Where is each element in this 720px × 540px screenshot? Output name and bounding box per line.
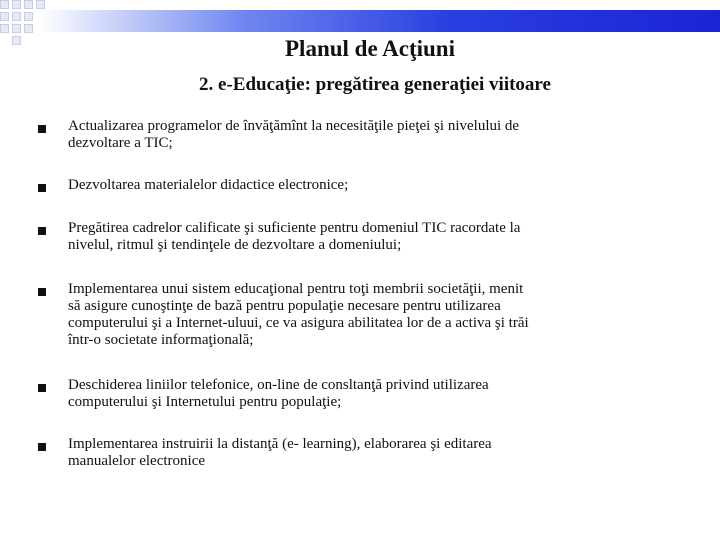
square-bullet-icon <box>38 443 46 451</box>
square-bullet-icon <box>38 184 46 192</box>
bullet-text: Dezvoltarea materialelor didactice electronice; <box>68 177 349 193</box>
list-item <box>38 377 678 411</box>
list-item <box>38 177 678 194</box>
square-bullet-icon <box>38 384 46 392</box>
list-item <box>38 436 678 470</box>
bullet-text: Implementarea unui sistem educaţional pentru toţi membrii societăţii, menit să asigure cunoştinţe de bază pentru populaţie necesare pentru utilizarea computerului şi a Internet-uluui, ce va asigura abilitatea lor de a activa şi trăi într-o societate informaţională; <box>68 281 529 348</box>
square-bullet-icon <box>38 125 46 133</box>
bullet-text: Deschiderea liniilor telefonice, on-line de consltanţă privind utilizarea computerului şi Internetului pentru populaţie; <box>68 377 489 410</box>
slide-subtitle: 2. e-Educaţie: pregătirea generaţiei viitoare <box>199 74 551 95</box>
list-item <box>38 281 678 349</box>
bullet-text: Implementarea instruirii la distanţă (e- learning), elaborarea şi editarea manualelor electronice <box>68 436 492 469</box>
list-item <box>38 118 678 152</box>
square-bullet-icon <box>38 227 46 235</box>
bullet-text: Pregătirea cadrelor calificate şi suficiente pentru domeniul TIC racordate la nivelul, ritmul şi tendinţele de dezvoltare a domeniului; <box>68 220 521 253</box>
slide-title: Planul de Acţiuni <box>285 36 455 61</box>
list-item <box>38 220 678 254</box>
header-gradient-bar <box>40 10 720 32</box>
bullet-text: Actualizarea programelor de învăţămînt la necesităţile pieţei şi nivelului de dezvoltare a TIC; <box>68 118 520 151</box>
square-bullet-icon <box>38 288 46 296</box>
